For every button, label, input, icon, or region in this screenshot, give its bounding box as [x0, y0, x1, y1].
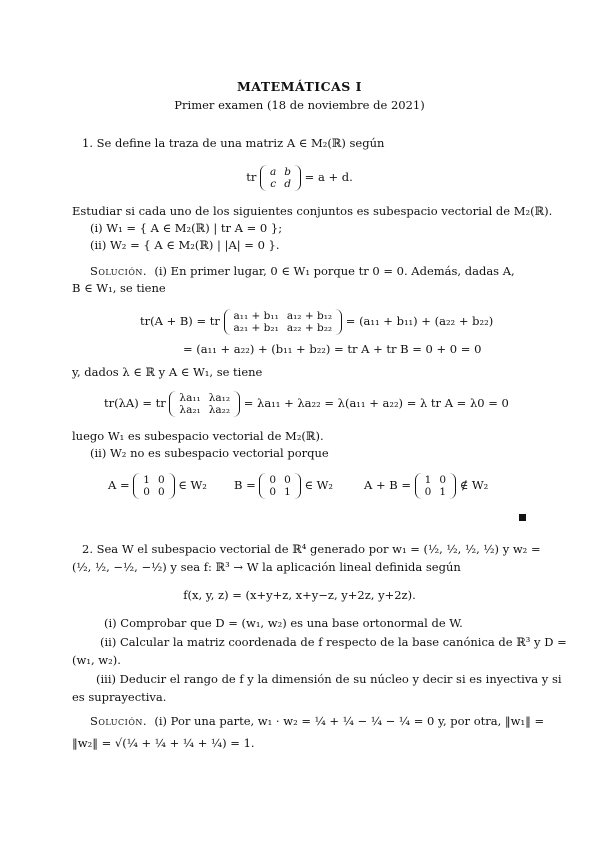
trace-suffix: = a + d.	[304, 170, 353, 184]
equation-trace-sum-cont: = (a₁₁ + a₂₂) + (b₁₁ + b₂₂) = tr A + tr B = 0 + 0 = 0	[183, 342, 482, 356]
problem2-item-i: (i) Comprobar que D = (w₁, w₂) es una base ortonormal de W.	[104, 616, 463, 630]
counterexample-A-plus-B: A + B = 1 0 0 1 ∉ W₂	[364, 474, 489, 498]
problem2-item-ii-b: (w₁, w₂).	[72, 653, 121, 667]
trace-prefix: tr	[246, 170, 257, 184]
sum-matrix: a₁₁ + b₁₁ a₁₂ + b₁₂ a₂₁ + b₂₁ a₂₂ + b₂₂	[224, 309, 343, 335]
equation-trace-scalar: tr(λA) = tr λa₁₁ λa₁₂ λa₂₁ λa₂₂ = λa₁₁ + λa₂₂ = λ(a₁₁ + a₂₂) = λ tr A = λ0 = 0	[104, 392, 509, 416]
problem2-solution-line1: Solución. (i) Por una parte, w₁ · w₂ = ¼ + ¼ − ¼ − ¼ = 0 y, por otra, ‖w₁‖ =	[90, 714, 545, 728]
part-ii-intro: (ii) W₂ no es subespacio vectorial porque	[90, 446, 329, 460]
page-subtitle: Primer examen (18 de noviembre de 2021)	[174, 98, 425, 112]
problem2-item-iii-b: es suprayectiva.	[72, 690, 167, 704]
f-definition: f(x, y, z) = (x+y+z, x+y−z, y+2z, y+2z).	[183, 588, 416, 602]
problem1-item-i: (i) W₁ = { A ∈ M₂(ℝ) | tr A = 0 };	[90, 221, 283, 235]
problem2-line2: (½, ½, −½, −½) y sea f: ℝ³ → W la aplicación lineal definida según	[72, 560, 461, 574]
counterexample-A: A = 1 0 0 0 ∈ W₂	[108, 474, 207, 498]
problem1-solution-line2: B ∈ W₁, se tiene	[72, 281, 166, 295]
trace-matrix: a b c d	[260, 165, 301, 191]
problem1-statement: 1. Se define la traza de una matriz A ∈ M₂(ℝ) según	[82, 136, 385, 150]
qed-square-icon	[519, 514, 526, 521]
solution-label-2: Solución.	[90, 714, 148, 728]
problem2-item-iii-a: (iii) Deducir el rango de f y la dimensión de su núcleo y decir si es inyectiva y si	[96, 672, 562, 686]
lambda-intro: y, dados λ ∈ ℝ y A ∈ W₁, se tiene	[72, 365, 263, 379]
page-title: MATEMÁTICAS I	[236, 79, 363, 94]
equation-trace-sum: tr(A + B) = tr a₁₁ + b₁₁ a₁₂ + b₁₂ a₂₁ + b₂₁ a₂₂ + b₂₂ = (a₁₁ + b₁₁) + (a₂₂ + b₂₂)	[140, 310, 494, 334]
problem1-solution-line1: Solución. (i) En primer lugar, 0 ∈ W₁ porque tr 0 = 0. Además, dadas A,	[90, 264, 515, 278]
problem2-solution-line2: ‖w₂‖ = √(¼ + ¼ + ¼ + ¼) = 1.	[72, 736, 255, 750]
problem1-item-ii: (ii) W₂ = { A ∈ M₂(ℝ) | |A| = 0 }.	[90, 238, 280, 252]
problem2-item-ii-a: (ii) Calcular la matriz coordenada de f respecto de la base canónica de ℝ³ y D =	[100, 635, 567, 649]
scalar-matrix: λa₁₁ λa₁₂ λa₂₁ λa₂₂	[169, 391, 240, 417]
problem1-question: Estudiar si cada uno de los siguientes conjuntos es subespacio vectorial de M₂(ℝ).	[72, 204, 553, 218]
trace-definition	[0, 162, 599, 192]
solution-label: Solución.	[90, 264, 148, 278]
problem2-line1: 2. Sea W el subespacio vectorial de ℝ⁴ generado por w₁ = (½, ½, ½, ½) y w₂ =	[82, 542, 541, 556]
counterexample-B: B = 0 0 0 1 ∈ W₂	[234, 474, 334, 498]
conclusion-w1: luego W₁ es subespacio vectorial de M₂(ℝ).	[72, 429, 324, 443]
